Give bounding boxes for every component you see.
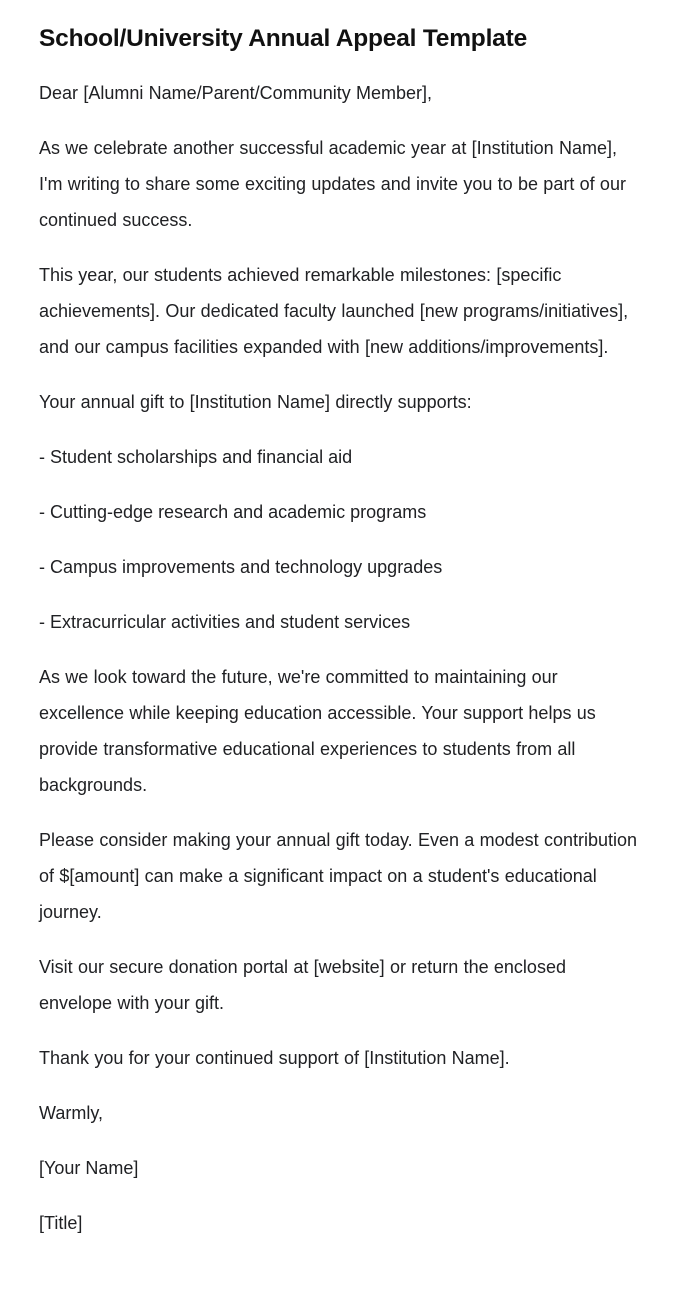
salutation-line: Dear [Alumni Name/Parent/Community Member], bbox=[39, 83, 433, 103]
page-title: School/University Annual Appeal Template bbox=[39, 25, 527, 52]
closing-valediction: Warmly, bbox=[39, 1103, 103, 1123]
body-paragraph: Please consider making your annual gift today. Even a modest contribution of $[amount] can make a significant impact on a student's educational journey. bbox=[39, 830, 638, 922]
list-item: - Extracurricular activities and student services bbox=[39, 612, 411, 632]
closing-title: [Title] bbox=[39, 1213, 83, 1233]
list-item: - Student scholarships and financial aid bbox=[39, 447, 353, 467]
body-paragraph: As we celebrate another successful academic year at [Institution Name], I'm writing to share some exciting updates and invite you to be part of our continued success. bbox=[39, 138, 626, 230]
closing-name: [Your Name] bbox=[39, 1158, 139, 1178]
body-paragraph: This year, our students achieved remarkable milestones: [specific achievements]. Our dedicated faculty launched [new programs/initiatives], and our campus facilities expanded with [new additions/improvements]. bbox=[39, 265, 629, 357]
list-item: - Cutting-edge research and academic programs bbox=[39, 502, 427, 522]
body-paragraph: Visit our secure donation portal at [website] or return the enclosed envelope with your gift. bbox=[39, 957, 566, 1013]
body-paragraph: As we look toward the future, we're committed to maintaining our excellence while keeping education accessible. Your support helps us provide transformative educational experiences to students from all backgrounds. bbox=[39, 667, 596, 795]
body-paragraph: Thank you for your continued support of [Institution Name]. bbox=[39, 1048, 510, 1068]
body-paragraph: Your annual gift to [Institution Name] directly supports: bbox=[39, 392, 472, 412]
list-item: - Campus improvements and technology upgrades bbox=[39, 557, 443, 577]
